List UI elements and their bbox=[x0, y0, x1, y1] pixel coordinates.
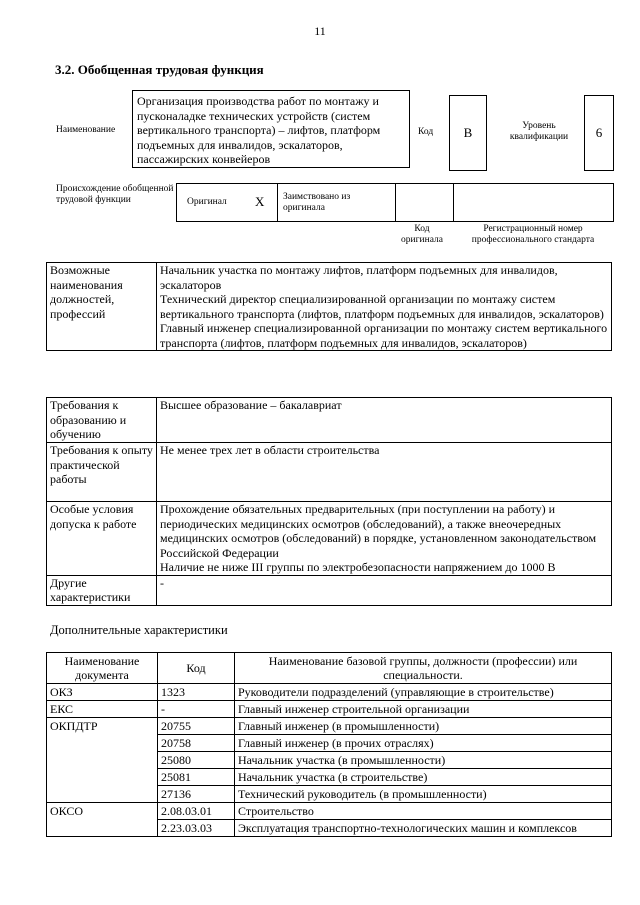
code-value: B bbox=[449, 95, 487, 171]
original-label: Оригинал bbox=[187, 197, 227, 207]
code-cell: 2.08.03.01 bbox=[158, 803, 235, 820]
additional-table bbox=[46, 652, 612, 837]
position-item: Начальник участка по монтажу лифтов, платформ подъемных для инвалидов, эскалаторов bbox=[160, 263, 558, 292]
function-name-box: Организация производства работ по монтажу и пусконаладке технических устройств (систем вертикального транспорта) – лифтов, платформ подъемных для инвалидов, эскалаторов, пассажирских конвейеров bbox=[132, 90, 410, 168]
col-name-header: Наименование базовой группы, должности (профессии) или специальности. bbox=[235, 653, 612, 684]
table-header-row bbox=[47, 653, 612, 684]
level-value: 6 bbox=[584, 95, 614, 171]
doc-cell: ОКСО bbox=[47, 803, 158, 837]
name-cell: Технический руководитель (в промышленности) bbox=[235, 786, 612, 803]
code-original-caption: Код оригинала bbox=[401, 224, 443, 245]
requirement-value bbox=[157, 575, 612, 605]
requirement-line: Прохождение обязательных предварительных (при поступлении на работу) и периодических медицинских осмотров (обследований), а также внеочередных медицинских осмотров (обследований) в порядке, установленном законодательством Российской Федерации bbox=[160, 502, 597, 560]
code-cell: 25080 bbox=[158, 752, 235, 769]
additional-title: Дополнительные характеристики bbox=[50, 623, 228, 637]
requirement-value bbox=[157, 443, 612, 502]
section-title: 3.2. Обобщенная трудовая функция bbox=[55, 62, 264, 77]
code-cell: 2.23.03.03 bbox=[158, 820, 235, 837]
reg-number-caption: Регистрационный номер профессионального стандарта bbox=[471, 224, 595, 245]
positions-values bbox=[157, 263, 612, 351]
name-cell: Строительство bbox=[235, 803, 612, 820]
doc-cell: ОКПДТР bbox=[47, 718, 158, 803]
requirement-line: - bbox=[160, 575, 164, 590]
name-cell: Начальник участка (в промышленности) bbox=[235, 752, 612, 769]
requirement-label: Другие характеристики bbox=[47, 575, 157, 605]
doc-cell: ОКЗ bbox=[47, 684, 158, 701]
requirement-value bbox=[157, 502, 612, 576]
requirement-label: Особые условия допуска к работе bbox=[47, 502, 157, 576]
borrowed-label: Заимствовано из оригинала bbox=[283, 192, 351, 213]
requirement-label: Требования к опыту практической работы bbox=[47, 443, 157, 502]
table-row bbox=[47, 684, 612, 701]
table-row bbox=[47, 263, 612, 351]
code-label: Код bbox=[418, 127, 434, 137]
requirement-value bbox=[157, 398, 612, 443]
col-doc-header: Наименование документа bbox=[47, 653, 158, 684]
code-cell: - bbox=[158, 701, 235, 718]
code-cell: 1323 bbox=[158, 684, 235, 701]
original-mark: X bbox=[255, 194, 265, 209]
name-cell: Главный инженер строительной организации bbox=[235, 701, 612, 718]
page-number: 11 bbox=[314, 24, 326, 38]
table-row bbox=[47, 701, 612, 718]
requirement-line: Не менее трех лет в области строительства bbox=[160, 443, 380, 457]
table-row bbox=[47, 502, 612, 576]
name-label: Наименование bbox=[56, 125, 116, 135]
name-cell: Главный инженер (в прочих отраслях) bbox=[235, 735, 612, 752]
table-row bbox=[47, 718, 612, 735]
positions-table bbox=[46, 262, 612, 351]
requirements-table bbox=[46, 397, 612, 606]
table-row bbox=[47, 803, 612, 820]
name-cell: Руководители подразделений (управляющие в строительстве) bbox=[235, 684, 612, 701]
position-item: Главный инженер специализированной организации по монтажу систем вертикального транспорта (лифтов, платформ подъемных для инвалидов, эскалаторов) bbox=[160, 321, 608, 350]
positions-label: Возможные наименования должностей, профессий bbox=[47, 263, 157, 351]
origin-label: Происхождение обобщенной трудовой функции bbox=[56, 184, 174, 205]
name-cell: Главный инженер (в промышленности) bbox=[235, 718, 612, 735]
name-cell: Эксплуатация транспортно-технологических машин и комплексов bbox=[235, 820, 612, 837]
requirement-label: Требования к образованию и обучению bbox=[47, 398, 157, 443]
code-cell: 20755 bbox=[158, 718, 235, 735]
position-item: Технический директор специализированной организации по монтажу систем вертикального транспорта (лифтов, платформ подъемных для инвалидов, эскалаторов) bbox=[160, 292, 604, 321]
table-row bbox=[47, 575, 612, 605]
code-cell: 27136 bbox=[158, 786, 235, 803]
table-row bbox=[47, 398, 612, 443]
col-code-header: Код bbox=[158, 653, 235, 684]
code-cell: 25081 bbox=[158, 769, 235, 786]
origin-box bbox=[176, 183, 614, 222]
requirement-line: Высшее образование – бакалавриат bbox=[160, 398, 342, 412]
doc-cell: ЕКС bbox=[47, 701, 158, 718]
name-cell: Начальник участка (в строительстве) bbox=[235, 769, 612, 786]
requirement-line: Наличие не ниже III группы по электробезопасности напряжением до 1000 В bbox=[160, 560, 556, 574]
level-label: Уровень квалификации bbox=[509, 121, 569, 142]
table-row bbox=[47, 443, 612, 502]
code-cell: 20758 bbox=[158, 735, 235, 752]
